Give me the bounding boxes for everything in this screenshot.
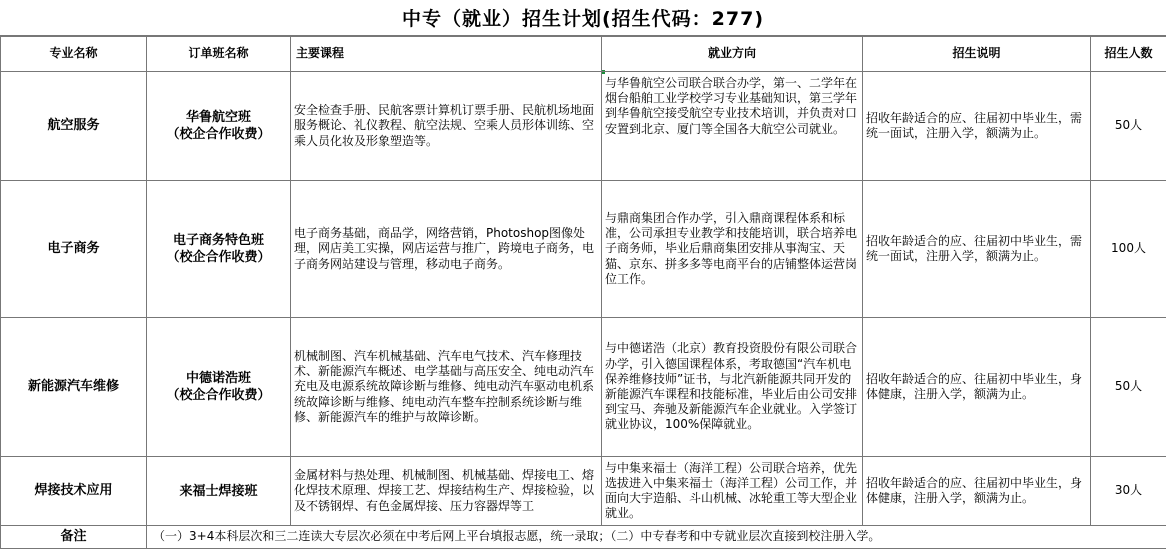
header-class[interactable]: 订单班名称 bbox=[147, 37, 291, 72]
cell-courses[interactable]: 机械制图、汽车机械基础、汽车电气技术、汽车修理技术、新能源汽车概述、电学基础与高压安全、纯电动汽车充电及电源系统故障诊断与维修、纯电动汽车驱动电机系统故障诊断与维修、纯电动汽车整车控制系统诊断与维修、新能源汽车的维护与故障诊断。 bbox=[291, 318, 602, 457]
cell-major[interactable]: 航空服务 bbox=[1, 72, 147, 181]
header-count[interactable]: 招生人数 bbox=[1091, 37, 1166, 72]
class-fee-note: （校企合作收费） bbox=[150, 249, 287, 266]
cell-count[interactable]: 100人 bbox=[1091, 181, 1166, 318]
cell-admission[interactable]: 招收年龄适合的应、往届初中毕业生，身体健康，注册入学，额满为止。 bbox=[863, 457, 1091, 526]
table-row bbox=[1, 181, 1166, 318]
cell-class[interactable] bbox=[147, 181, 291, 318]
cell-employment[interactable]: 与鼎商集团合作办学，引入鼎商课程体系和标准，公司承担专业教学和技能培训，联合培养电子商务师，毕业后鼎商集团安排从事淘宝、天猫、京东、拼多多等电商平台的店铺整体运营岗位工作。 bbox=[602, 181, 863, 318]
enrollment-table bbox=[0, 36, 1166, 549]
class-name: 中德诺浩班 bbox=[150, 370, 287, 387]
cell-courses[interactable]: 安全检查手册、民航客票计算机订票手册、民航机场地面服务概论、礼仪教程、航空法规、空乘人员形体训练、空乘人员化妆及形象塑造等。 bbox=[291, 72, 602, 181]
cell-admission[interactable]: 招收年龄适合的应、往届初中毕业生，需统一面试，注册入学，额满为止。 bbox=[863, 72, 1091, 181]
class-name: 电子商务特色班 bbox=[150, 232, 287, 249]
table-row bbox=[1, 72, 1166, 181]
note-row bbox=[1, 526, 1166, 549]
page-title: 中专（就业）招生计划(招生代码：277) bbox=[0, 0, 1166, 36]
table-row bbox=[1, 318, 1166, 457]
header-major[interactable]: 专业名称 bbox=[1, 37, 147, 72]
cell-major[interactable]: 电子商务 bbox=[1, 181, 147, 318]
header-employment[interactable]: 就业方向 bbox=[602, 37, 863, 72]
note-label[interactable]: 备注 bbox=[1, 526, 147, 549]
class-fee-note: （校企合作收费） bbox=[150, 387, 287, 404]
header-admission[interactable]: 招生说明 bbox=[863, 37, 1091, 72]
cell-count[interactable]: 30人 bbox=[1091, 457, 1166, 526]
cell-class[interactable] bbox=[147, 457, 291, 526]
class-fee-note: （校企合作收费） bbox=[150, 126, 287, 143]
cell-major[interactable]: 焊接技术应用 bbox=[1, 457, 147, 526]
cell-courses[interactable]: 金属材料与热处理、机械制图、机械基础、焊接电工、熔化焊技术原理、焊接工艺、焊接结构生产、焊接检验，以及不锈钢焊、有色金属焊接、压力容器焊等工 bbox=[291, 457, 602, 526]
class-name: 华鲁航空班 bbox=[150, 109, 287, 126]
cell-courses[interactable]: 电子商务基础，商品学，网络营销，Photoshop图像处理，网店美工实操，网店运营与推广，跨境电子商务，电子商务网站建设与管理，移动电子商务。 bbox=[291, 181, 602, 318]
cell-admission[interactable]: 招收年龄适合的应、往届初中毕业生，需统一面试，注册入学，额满为止。 bbox=[863, 181, 1091, 318]
table-row bbox=[1, 457, 1166, 526]
cell-count[interactable]: 50人 bbox=[1091, 72, 1166, 181]
cell-class[interactable] bbox=[147, 318, 291, 457]
cell-employment[interactable]: 与中德诺浩（北京）教育投资股份有限公司联合办学，引入德国课程体系，考取德国“汽车机电保养维修技师”证书，与北汽新能源共同开发的新能源汽车课程和技能标准，毕业后由公司安排到宝马、奔驰及新能源汽车企业就业。入学签订就业协议，100%保障就业。 bbox=[602, 318, 863, 457]
cell-class[interactable] bbox=[147, 72, 291, 181]
cell-major[interactable]: 新能源汽车维修 bbox=[1, 318, 147, 457]
header-courses[interactable]: 主要课程 bbox=[291, 37, 602, 72]
header-row bbox=[1, 37, 1166, 72]
class-name: 来福士焊接班 bbox=[150, 483, 287, 500]
cell-admission[interactable]: 招收年龄适合的应、往届初中毕业生，身体健康，注册入学，额满为止。 bbox=[863, 318, 1091, 457]
cell-employment[interactable]: 与中集来福士（海洋工程）公司联合培养，优先选拔进入中集来福士（海洋工程）公司工作，并面向大宇造船、斗山机械、冰轮重工等大型企业就业。 bbox=[602, 457, 863, 526]
note-text[interactable]: （一）3+4本科层次和三二连读大专层次必须在中考后网上平台填报志愿，统一录取；（二）中专春考和中专就业层次直接到校注册入学。 bbox=[147, 526, 1166, 549]
cell-count[interactable]: 50人 bbox=[1091, 318, 1166, 457]
cell-employment[interactable]: 与华鲁航空公司联合联合办学，第一、二学年在烟台船舶工业学校学习专业基础知识，第三学年到华鲁航空接受航空专业技术培训，并负责对口安置到北京、厦门等全国各大航空公司就业。 bbox=[602, 72, 863, 181]
